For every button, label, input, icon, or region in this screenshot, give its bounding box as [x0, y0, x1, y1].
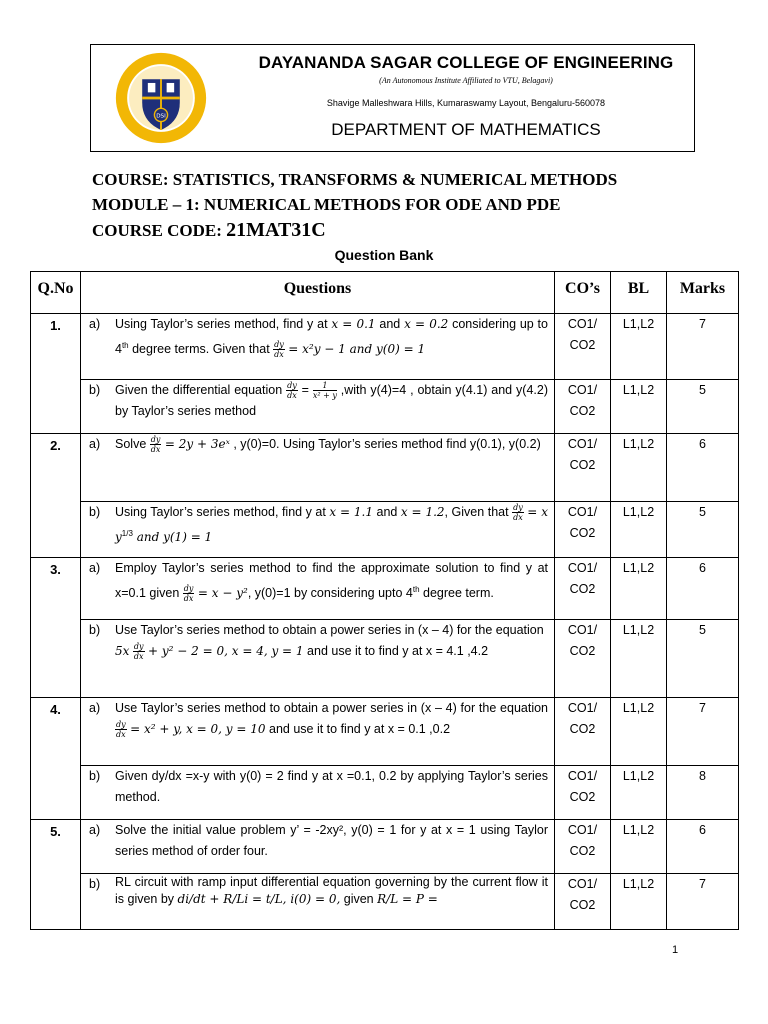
marks-cell: 7 — [667, 874, 739, 930]
co-cell: CO1/ CO2 — [555, 502, 611, 558]
header-cos: CO’s — [555, 272, 611, 314]
bl-cell: L1,L2 — [611, 434, 667, 502]
co-cell: CO1/ CO2 — [555, 766, 611, 820]
table-row — [31, 698, 739, 766]
part-label: b) — [89, 769, 101, 783]
question-text: Use Taylor’s series method to obtain a power series in (x – 4) for the equation $\frac{dy}{dx}$ = x² + y, x = 0, y = 10 and use it to find y at x = 0.1 ,0.2 — [115, 701, 548, 740]
question-text: Solve $\frac{dy}{dx}$ = 2y + 3eˣ , y(0)=0. Using Taylor’s series method find y(0.1), y(0.2) — [115, 435, 541, 455]
header-marks: Marks — [667, 272, 739, 314]
question-text: Using Taylor’s series method, find y at x = 1.1 and x = 1.2, Given that $\frac{dy}{dx}$ = x $y^{1/3}$ and y(1) = 1 — [115, 503, 548, 545]
bl-cell: L1,L2 — [611, 820, 667, 874]
question-cell — [81, 314, 555, 380]
question-cell — [81, 874, 555, 930]
logo-center-text: DSI — [156, 113, 166, 120]
marks-cell: 7 — [667, 314, 739, 380]
question-text: Given the differential equation $\frac{dy}{dx}$ = $\frac{1}{\text{x² + y}}$ ,with y(4)=4 , obtain y(4.1) and y(4.2) by Taylor’s series method — [115, 381, 548, 418]
bl-cell: L1,L2 — [611, 558, 667, 620]
marks-cell: 7 — [667, 698, 739, 766]
table-row — [31, 380, 739, 434]
question-cell — [81, 434, 555, 502]
page-title: Question Bank — [334, 247, 434, 263]
table-row — [31, 502, 739, 558]
college-logo-icon — [114, 51, 208, 145]
bl-cell: L1,L2 — [611, 502, 667, 558]
course-code-label: COURSE CODE: — [92, 221, 227, 240]
table-header-row — [31, 272, 739, 314]
header-qno: Q.No — [31, 272, 81, 314]
marks-cell: 5 — [667, 620, 739, 698]
question-text: Employ Taylor’s series method to find the approximate solution to find y at x=0.1 given $\frac{dy}{dx}$ = x − y², y(0)=1 by considering upto 4th degree term. — [115, 561, 548, 604]
question-text: Using Taylor’s series method, find y at x = 0.1 and x = 0.2 considering up to 4th degree terms. Given that $\frac{dy}{dx}$ = x²y − 1 and y(0) = 1 — [115, 317, 548, 360]
question-text: RL circuit with ramp input differential equation governing by the current flow it is given by di/dt + R/Li = t/L, i(0) = 0, given R/L = P = — [115, 875, 548, 906]
page-number: 1 — [672, 944, 679, 956]
part-label: a) — [89, 823, 101, 837]
co-cell: CO1/ CO2 — [555, 874, 611, 930]
table-row — [31, 620, 739, 698]
table-row — [31, 874, 739, 930]
qno-cell: 1. — [31, 314, 81, 434]
marks-cell: 8 — [667, 766, 739, 820]
part-label: b) — [89, 877, 101, 891]
co-cell: CO1/ CO2 — [555, 380, 611, 434]
header-bl: BL — [611, 272, 667, 314]
table-row — [31, 766, 739, 820]
bl-cell: L1,L2 — [611, 874, 667, 930]
table-row — [31, 558, 739, 620]
marks-cell: 6 — [667, 434, 739, 502]
question-text: Use Taylor’s series method to obtain a power series in (x – 4) for the equation 5x $\frac{dy}{dx}$ + y² − 2 = 0, x = 4, y = 1 and use it to find y at x = 4.1 ,4.2 — [115, 623, 544, 662]
department: DEPARTMENT OF MATHEMATICS — [331, 120, 601, 139]
qno-cell: 2. — [31, 434, 81, 558]
co-cell: CO1/ CO2 — [555, 620, 611, 698]
module-title: MODULE – 1: NUMERICAL METHODS FOR ODE AND PDE — [92, 195, 561, 214]
co-cell: CO1/ CO2 — [555, 314, 611, 380]
part-label: b) — [89, 623, 101, 637]
affiliation: (An Autonomous Institute Affiliated to VTU, Belagavi) — [379, 76, 553, 85]
bl-cell: L1,L2 — [611, 620, 667, 698]
part-label: a) — [89, 437, 101, 451]
bl-cell: L1,L2 — [611, 698, 667, 766]
co-cell: CO1/ CO2 — [555, 698, 611, 766]
table-row — [31, 314, 739, 380]
co-cell: CO1/ CO2 — [555, 434, 611, 502]
question-cell — [81, 558, 555, 620]
question-cell — [81, 698, 555, 766]
question-cell — [81, 380, 555, 434]
bl-cell: L1,L2 — [611, 314, 667, 380]
qno-cell: 4. — [31, 698, 81, 820]
bl-cell: L1,L2 — [611, 766, 667, 820]
course-title: COURSE: STATISTICS, TRANSFORMS & NUMERICAL METHODS — [92, 170, 618, 189]
question-cell — [81, 620, 555, 698]
bl-cell: L1,L2 — [611, 380, 667, 434]
co-cell: CO1/ CO2 — [555, 558, 611, 620]
question-table — [30, 271, 739, 930]
course-code: 21MAT31C — [226, 219, 326, 241]
table-row — [31, 434, 739, 502]
qno-cell: 3. — [31, 558, 81, 698]
marks-cell: 5 — [667, 502, 739, 558]
part-label: b) — [89, 505, 101, 519]
college-name: DAYANANDA SAGAR COLLEGE OF ENGINEERING — [258, 53, 674, 72]
address: Shavige Malleshwara Hills, Kumaraswamy Layout, Bengaluru-560078 — [326, 98, 606, 108]
marks-cell: 5 — [667, 380, 739, 434]
part-label: a) — [89, 317, 101, 331]
part-label: b) — [89, 383, 101, 397]
co-cell: CO1/ CO2 — [555, 820, 611, 874]
course-code-line — [92, 219, 326, 242]
part-label: a) — [89, 701, 101, 715]
header-box — [90, 44, 695, 152]
part-label: a) — [89, 561, 101, 575]
question-text: Solve the initial value problem y’ = -2xy², y(0) = 1 for y at x = 1 using Taylor series method of order four. — [115, 823, 548, 858]
marks-cell: 6 — [667, 558, 739, 620]
marks-cell: 6 — [667, 820, 739, 874]
question-cell — [81, 766, 555, 820]
table-row — [31, 820, 739, 874]
question-cell — [81, 502, 555, 558]
qno-cell: 5. — [31, 820, 81, 930]
question-text: Given dy/dx =x-y with y(0) = 2 find y at x =0.1, 0.2 by applying Taylor’s series method. — [115, 769, 548, 804]
header-questions: Questions — [81, 272, 555, 314]
question-cell — [81, 820, 555, 874]
